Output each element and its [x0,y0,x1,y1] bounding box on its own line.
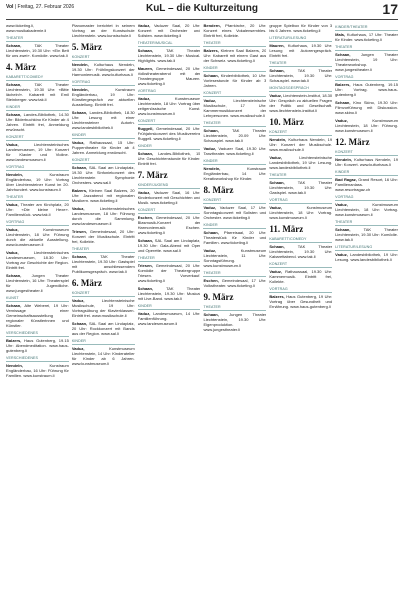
event-location: Vaduz, [269,205,282,210]
event-listing [203,98,266,118]
category-label: KONZERT [72,291,135,297]
event-listing [72,165,135,185]
event-location: Schaan, [203,73,219,78]
event-location: Mauren, [269,43,285,48]
category-label: THEATER [6,36,69,42]
event-location: Schaan, [335,52,351,57]
event-text: TAK Theater Liechtenstein, 19.30 Uhr: «Ein Bett für uns zwei». Komödie. www.tak.li [6,43,69,58]
event-listing [269,93,332,113]
event-location: Vaduz, [335,202,348,207]
event-location: Mauren, [137,66,153,71]
category-label: THEATER/MUSICAL [138,41,201,47]
event-text: Liechtensteinische Musikschule, 19 Uhr: Vortragsübung der Klavierklassen. Eintritt frei. www.musikschule.li [71,298,135,318]
event-listing [6,82,69,102]
event-location: Schaan, [6,273,22,278]
event-location: Vaduz, [269,93,282,98]
event-location: Schaan, [203,312,219,317]
event-listing [138,215,201,235]
event-listing [72,23,135,38]
event-text: Grand Resort, 16 Uhr: Familienanlass. www.resortragaz.ch [335,177,398,192]
event-location: Vaduz, [137,23,151,28]
event-listing [6,273,69,293]
category-label: KONZERT [138,208,201,214]
event-location: Nendeln, [6,363,23,368]
event-text: SAL Saal am Lindaplatz, 20 Uhr: Rockkonzert mit Bands aus der Region. www.sal.li [71,321,135,336]
event-location: Vaduz, [203,98,217,103]
event-text: Kulturhaus, 19.30 Uhr: Lesung mit Autorengespräch. Eintritt frei. [269,43,333,58]
event-listing [6,363,69,378]
event-listing [203,248,266,268]
category-label: KABARETT/COMEDY [6,75,69,81]
event-column [72,23,135,595]
category-label: KONZERT [6,135,69,141]
event-listing [335,118,398,133]
event-text: Liechtensteinische Musikschule, 17 Uhr: Kammermusikkonzert der Lehrpersonen. www.musikschule.li [203,98,267,118]
event-listing [6,23,69,33]
event-location: Vaduz, [71,346,85,351]
category-label: THEATER [203,305,266,311]
category-label: KONZERT [72,55,135,61]
event-listing [269,244,332,259]
event-location: Schaan, [71,110,88,115]
category-label: VERSCHIEDENES [6,356,69,362]
event-listing [269,269,332,284]
event-text: TAK Theater Liechtenstein, 19.30 Uhr: Gastspiel. www.tak.li [269,180,333,195]
event-listing [138,66,201,86]
event-listing [335,82,398,97]
event-location: Schaan, [71,165,88,170]
event-location: Vaduz, [203,248,217,253]
event-listing [335,32,398,42]
category-label: THEATER [203,41,266,47]
event-location: Balzers, [6,338,22,343]
event-location: Vaduz, [137,311,151,316]
category-label: KINDER [203,66,266,72]
event-text: Kino Skino, 19.30 Uhr: Filmvorführung mit Diskussion. www.skino.li [335,100,398,115]
event-column [335,23,398,595]
event-text: Liechtenstein-Institut, 18.30 Uhr: Gespräch zu aktuellen Fragen der Politik und Gesellschaft. www.liechtenstein-institut.li [269,93,333,113]
event-location: Schaan, [6,43,22,48]
event-text: gruppe Spielbox für Kinder von 3 bis 6 Jahren. www.ticketing.li [269,23,333,33]
event-location: Schaan, [137,286,153,291]
event-location: Ruggell, [137,126,154,131]
event-listing [72,254,135,274]
event-text: TAK Theater Liechtenstein, 19.30 Uhr: Musical mit Live-Band. www.tak.li [137,286,201,301]
category-label: THEATER [269,173,332,179]
event-listing [335,157,398,167]
category-label: KONZERT [203,198,266,204]
category-label: KONZERT [269,130,332,136]
event-text: Vaduzer Saal, 19.30 Uhr: Tanztheater. www.ticketing.li [203,146,267,156]
event-location: Vaduz, [71,298,85,303]
issue-date: Freitag, 27. Februar 2026 [17,4,75,10]
event-location: Bad Ragaz, [335,177,357,182]
event-location: Vaduz, [203,146,217,151]
category-label: VORTRAG [6,220,69,226]
event-listing [335,202,398,217]
event-listing [72,140,135,155]
event-text: Kunstmuseum Liechtenstein, 14 Uhr: Kinderatelier für Kinder ab 6 Jahren. www.kunstmuseum.li [71,346,135,366]
event-location: Schaan, [203,230,219,235]
event-listing [6,43,69,58]
event-text: www.ticketing.li, www.musikakademie.li [6,23,47,33]
event-location: Schaan, [269,180,285,185]
event-text: Landes-Bibliothek, 15 Uhr: Geschichtenstunde für Kinder. Eintritt frei. [137,151,201,166]
event-location: Nendeln, [335,157,353,162]
date-heading: 8. März [203,185,234,195]
event-listing [335,252,398,262]
event-text: Gemeindesaal, 20 Uhr: Konzert der Musikschule. Eintritt frei, Kollekte. [71,229,135,244]
event-listing [203,230,266,245]
event-listing [269,23,332,33]
event-location: Schaan, [335,227,351,232]
event-listing [72,229,135,244]
date-heading: 5. März [71,42,102,52]
event-text: Vaduzer Saal, 16 Uhr: Kinderkonzert mit Geschichten und Musik. www.ticketing.li [137,190,201,205]
event-text: TAK Theater Liechtenstein, 19.30 Uhr: Komödie. www.tak.li [335,227,398,242]
page-number: 17 [382,1,398,17]
category-label: THEATER [203,121,266,127]
event-location: Nendeln, [269,137,287,142]
event-location: Eschen, [137,215,153,220]
category-label: KINDER/JUGEND [138,183,201,189]
category-label: KABARETT/COMEDY [269,237,332,243]
event-text: Kleinen Saal Balzers, 20 Uhr: Kabarett mit einem Gast aus der Schweiz. www.ticketing.li [203,48,267,63]
event-text: TAK Theater Liechtenstein, 19.30 Uhr: «Bitte lächeln!». Kabarett mit Emil Steinberger. www.tak.li [6,82,69,102]
event-listing [335,227,398,242]
event-location: Vaduz, [269,155,282,160]
event-listing [72,346,135,366]
event-listing [269,294,332,309]
category-label: KONZERT [72,158,135,164]
event-columns [6,23,398,595]
event-location: Schaan, [269,68,285,73]
category-label: THEATER [335,45,398,51]
event-location: Schaan, [137,238,153,243]
event-listing [72,298,135,318]
category-label: KINDER [138,304,201,310]
event-location: Vaduz, [71,140,85,145]
event-text: Landesbibliothek, 19 Uhr: Lesung. www.landesbibliothek.li [335,252,398,262]
event-listing [269,155,332,170]
event-text: SAL Saal am Lindaplatz, 19.30 Uhr: Sinfoniekonzert des Liechtenstein Symphonie Orchesters. www.sal.li [71,165,135,185]
event-text: Alte Weberei, 19 Uhr: Vernissage einer Gemeinschaftsausstellung regionaler Künstlerinnen und Künstler. [6,303,69,328]
event-listing [138,23,201,38]
event-text: Rathaussaal, 19.30 Uhr: Kammermusik. Eintritt frei, Kollekte. [269,269,333,284]
event-listing [138,311,201,326]
event-listing [138,286,201,301]
category-label: KONZERT [203,91,266,97]
event-location: Schaan, [6,82,22,87]
event-text: TAK Theater Liechtenstein, 19.30 Uhr: Musical-Highlights. www.tak.li [137,48,201,63]
event-text: Kunstraum Engländerbau, 19 Uhr: Vortrag über Liechtensteiner Kunst im 20. Jahrhundert. www.kunstraum.li [6,172,69,192]
event-text: Landes-Bibliothek, 14.30 Uhr: Bilderbuchkino für Kinder ab 4 Jahren. Eintritt frei, Anmeldung erwünscht. [6,112,69,132]
event-listing [72,62,135,77]
event-text: Liechtensteinische Landesbibliothek, 19 Uhr: Lesung. www.landesbibliothek.li [269,155,333,170]
event-listing [203,278,266,288]
event-text: Landes-Bibliothek, 18.30 Uhr: Lesung mit einer Liechtensteiner Autorin. www.landesbibliothek.li [71,110,135,130]
event-location: Vaduz, [6,142,19,147]
event-listing [6,172,69,192]
event-text: TAK Theater Liechtenstein, 20.09 Uhr: Schauspiel. www.tak.li [203,128,267,143]
date-heading: 9. März [203,292,234,302]
category-label: KINDER [6,105,69,111]
event-listing [6,303,69,328]
event-location: Schaan, [71,321,88,326]
event-listing [269,43,332,58]
category-label: THEATER [6,195,69,201]
event-listing [335,100,398,115]
date-heading: 7. März [137,170,168,180]
event-text: Landesmuseum, 14 Uhr: Familienführung. www.landesmuseum.li [137,311,201,326]
event-location: Mals, [335,32,346,37]
category-label: THEATER [269,61,332,67]
event-text: Kulturhaus Nendeln, 19 Uhr: Konzert. www.kulturhaus.li [335,157,398,167]
event-location: Nendeln, [6,172,23,177]
event-listing [6,227,69,247]
event-location: Vaduz, [6,250,19,255]
event-location: Vaduz, [6,227,19,232]
category-label: VORTRAG [335,75,398,81]
category-label: KUNST [6,296,69,302]
event-listing [138,48,201,63]
event-listing [6,338,69,353]
event-location: Schaan, [335,100,351,105]
category-label: KONZERT [269,262,332,268]
event-listing [138,263,201,283]
event-text: Gemeindesaal, 20 Uhr: Blasmusik-Konzert der Harmoniemusik Eschen. www.ticketing.li [137,215,201,235]
category-label: KINDER/THEATER [335,25,398,31]
category-label: MONTAGSGESPRÄCH [269,86,332,92]
event-listing [203,166,266,181]
event-text: Vaduzer Saal, 20 Uhr: Konzert mit Orchester und Solisten. www.ticketing.li [137,23,201,38]
event-text: TAK Theater Liechtenstein, 19.30 Uhr: Gastspiel mit anschliessendem Publikumsgespräch. www.tak.li [71,254,135,274]
event-text: Kunstmuseum Liechtenstein, 18 Uhr: Vortrag über zeitgenössische Kunst. www.kunstmuseum.li [137,96,201,116]
event-text: Gemeindesaal, 20 Uhr: Frühjahrskonzert des Musikvereins Ruggell. www.ticketing.li [137,126,201,141]
event-listing [203,205,266,220]
event-text: Jungen Theater Liechtenstein, 19 Uhr: Theaterworkshop. www.jungestheater.li [335,52,398,72]
category-label: VORTRAG [335,195,398,201]
event-listing [6,250,69,270]
event-location: Vaduz, [6,202,19,207]
newspaper-logo: Vol [6,4,14,10]
category-label: THEATER [335,220,398,226]
category-label: LITERATUR/LESUNG [335,245,398,251]
event-text: Kunstmuseum Liechtenstein, 18 Uhr: Führung durch die aktuelle Ausstellung. www.kunstmuseum.li [6,227,69,247]
category-label: KINDER [335,170,398,176]
event-listing [203,146,266,156]
event-location: Vaduz, [137,190,151,195]
event-text: Kunstmuseum Liechtenstein, 18 Uhr: Vortrag. www.kunstmuseum.li [335,202,398,217]
category-label: VORTRAG [6,165,69,171]
category-label: THEATER [72,247,135,253]
event-location: Vaduz, [335,118,348,123]
event-text: TAK Theater Liechtenstein, 19.30 Uhr: Kabarettabend. www.tak.li [269,244,333,259]
event-text: Gemeindesaal, 20 Uhr: Komödie der Theatergruppe Triesen. Vorverkauf. www.ticketing.li [137,263,201,283]
event-listing [203,312,266,332]
event-location: Schaan, [137,48,153,53]
event-listing [335,177,398,192]
event-location: Schaan, [71,254,88,259]
event-location: Vaduz, [203,205,217,210]
event-listing [203,73,266,88]
event-text: Rathaussaal, 15 Uhr: Puppentheater für Kinder ab 4 Jahren. Anmeldung erwünscht. [71,140,135,155]
event-listing [138,151,201,166]
event-text: Kunstraum Engländerbau, 14 Uhr: Kreativworkshop für Kinder. [203,166,267,181]
event-column [138,23,201,595]
event-listing [138,96,201,116]
event-listing [203,23,266,38]
event-location: Schaan, [137,151,153,156]
category-label: VORTRAG [269,198,332,204]
category-label: VORTRAG [269,287,332,293]
event-listing [72,321,135,336]
event-location: Schaan, [269,244,285,249]
event-text: Vaduzer Saal, 17 Uhr: Sonntagskonzert mit Solisten und Orchester. www.ticketing.li [203,205,267,220]
event-location: Vaduz, [137,96,151,101]
event-location: Eschen, [203,278,219,283]
date-heading: 12. März [335,137,370,147]
category-label: KINDER [203,159,266,165]
event-text: Haus Gutenberg, 19.15 Uhr: Abendmeditation. www.haus-gutenberg.li [6,338,69,353]
event-column [6,23,69,595]
event-listing [203,48,266,63]
masthead [6,0,398,20]
event-text: Jungen Theater Liechtenstein, 19.30 Uhr: Eigenproduktion. www.jungestheater.li [203,312,267,332]
category-label: VORTRAG [138,89,201,95]
category-label: KINDER [203,223,266,229]
event-listing [138,238,201,253]
event-listing [6,142,69,162]
event-location: Schaan, [203,128,219,133]
category-label: KONZERT [138,119,201,125]
event-text: Pianomaster berichtet in seinem Vortrag an der Kunstschule Liechtenstein. www.kunstschule.li [71,23,135,38]
section-title: KuL – die Kulturzeitung [145,3,259,14]
event-listing [335,52,398,72]
category-label: LITERATUR/LESUNG [269,36,332,42]
event-text: SAL Saal am Lindaplatz, 19.30 Uhr: Gala-Abend mit Oper und Operette. www.sal.li [137,238,201,253]
category-label: VORTRAG [72,80,135,86]
event-text: Kunstraum Engländerbau, 16 Uhr: Führung für Familien. www.kunstraum.li [6,363,69,378]
event-location: Bendern, [203,23,221,28]
event-text: Kunstmuseum Liechtenstein, 18 Uhr: Führung. www.kunstmuseum.li [335,118,398,133]
event-location: Nendeln, [203,166,221,171]
category-label: KINDER [72,133,135,139]
event-listing [72,110,135,130]
event-location: Triesen, [137,263,153,268]
event-column [269,23,332,595]
event-text: Jungen Theater Liechtenstein, 16 Uhr: Theaterspiel für Jugendliche. www.jungestheater.li [6,273,69,293]
event-listing [269,137,332,152]
event-location: Vaduz, [335,252,348,257]
event-text: Kulturhaus, 17 Uhr: Theater für Kinder. www.ticketing.li [335,32,398,42]
event-location: Balzers, [269,294,285,299]
event-listing [269,68,332,83]
event-location: Balzers, [71,188,88,193]
category-label: THEATER [203,271,266,277]
date-heading: 10. März [269,117,304,127]
event-text: Kleinen Saal Balzers, 20 Uhr: Jazzabend mit regionalen Musikern. www.ticketing.li [71,188,135,203]
event-text: Kunstmuseum Liechtenstein, 11 Uhr: Sonntagsführung. www.kunstmuseum.li [203,248,267,268]
event-text: Kunstmuseum Liechtenstein, 18 Uhr: Vortrag. www.kunstmuseum.li [269,205,333,220]
event-location: Nendeln, [71,62,89,67]
event-text: Kinderbibliothek, 10 Uhr: Vorlesestunde für Kinder ab 3 Jahren. [203,73,267,88]
event-location: Vaduz, [71,206,85,211]
event-text: Gemeindesaal, 17 Uhr: Volkstheater. www.ticketing.li [203,278,267,288]
event-location: Vaduz, [269,269,282,274]
event-location: Nendeln, [71,87,89,92]
event-column [203,23,266,595]
category-label: KONZERT [335,150,398,156]
event-text: Liechtensteinisches Landesmuseum, 18.30 Uhr: Vortrag zur Geschichte der Region. Eintritt frei. [6,250,69,270]
event-listing [72,188,135,203]
event-location: Triesen, [71,229,87,234]
event-text: Pfarrkirche, 20 Uhr: Konzert eines Vokalensembles. Eintritt frei, Kollekte. [203,23,267,38]
masthead-issue-info: Vol | Freitag, 27. Februar 2026 [6,4,75,10]
event-location: Schaan, [6,112,22,117]
event-text: Haus Gutenberg, 19 Uhr: Vortrag über Gesundheit und Ernährung. www.haus-gutenberg.li [269,294,333,309]
event-location: Schaan, [6,303,22,308]
event-listing [72,206,135,226]
event-text: Kulturhaus Nendeln, 19 Uhr: Konzert der Musikschule. www.musikschule.li [269,137,333,152]
event-location: Balzers, [203,48,219,53]
category-label: VERSCHIEDENES [6,331,69,337]
date-heading: 6. März [71,278,102,288]
event-listing [72,87,135,107]
event-listing [269,180,332,195]
event-listing [138,126,201,141]
event-text: TAK Theater Liechtenstein, 19.30 Uhr: Schauspiel. www.tak.li [269,68,333,83]
category-label: KINDER [72,339,135,345]
category-label: KINDER [138,144,201,150]
event-listing [203,128,266,143]
category-label: THEATER [138,256,201,262]
event-location: Balzers, [335,82,351,87]
date-heading: 4. März [6,62,36,72]
event-listing [138,190,201,205]
event-listing [269,205,332,220]
event-listing [6,202,69,217]
event-text: Kulturhaus Nendeln, 19.30 Uhr: Frühlingskonzert der Harmoniemusik. www.kulturhaus.li [71,62,135,77]
event-text: Kunstraum Engländerbau, 19 Uhr: Künstlergespräch zur aktuellen Ausstellung. Eintritt frei. [71,87,135,107]
event-text: Pfarreisaal, 20 Uhr: Theaterstück für Kinder und Familien. www.ticketing.li [203,230,267,245]
date-heading: 11. März [269,224,304,234]
event-text: Liechtensteinisches Landesmuseum, 18 Uhr: Führung durch die Sammlung. www.landesmuseum.li [71,206,135,226]
event-text: Gemeindesaal, 20 Uhr: Volkstheaterabend mit der Theatergruppe Mauren. www.ticketing.li [137,66,201,86]
event-text: Theater am Kirchplatz, 20 Uhr: «Die kleine Hexe». Familienstück. www.tak.li [6,202,69,217]
event-text: Haus Gutenberg, 19.15 Uhr: Vortrag. www.haus-gutenberg.li [335,82,398,97]
event-listing [6,112,69,132]
event-text: Liechtensteinisches Landesmuseum, 19 Uhr: Konzert für Klavier und Violine. www.landesmuseum.li [6,142,69,162]
